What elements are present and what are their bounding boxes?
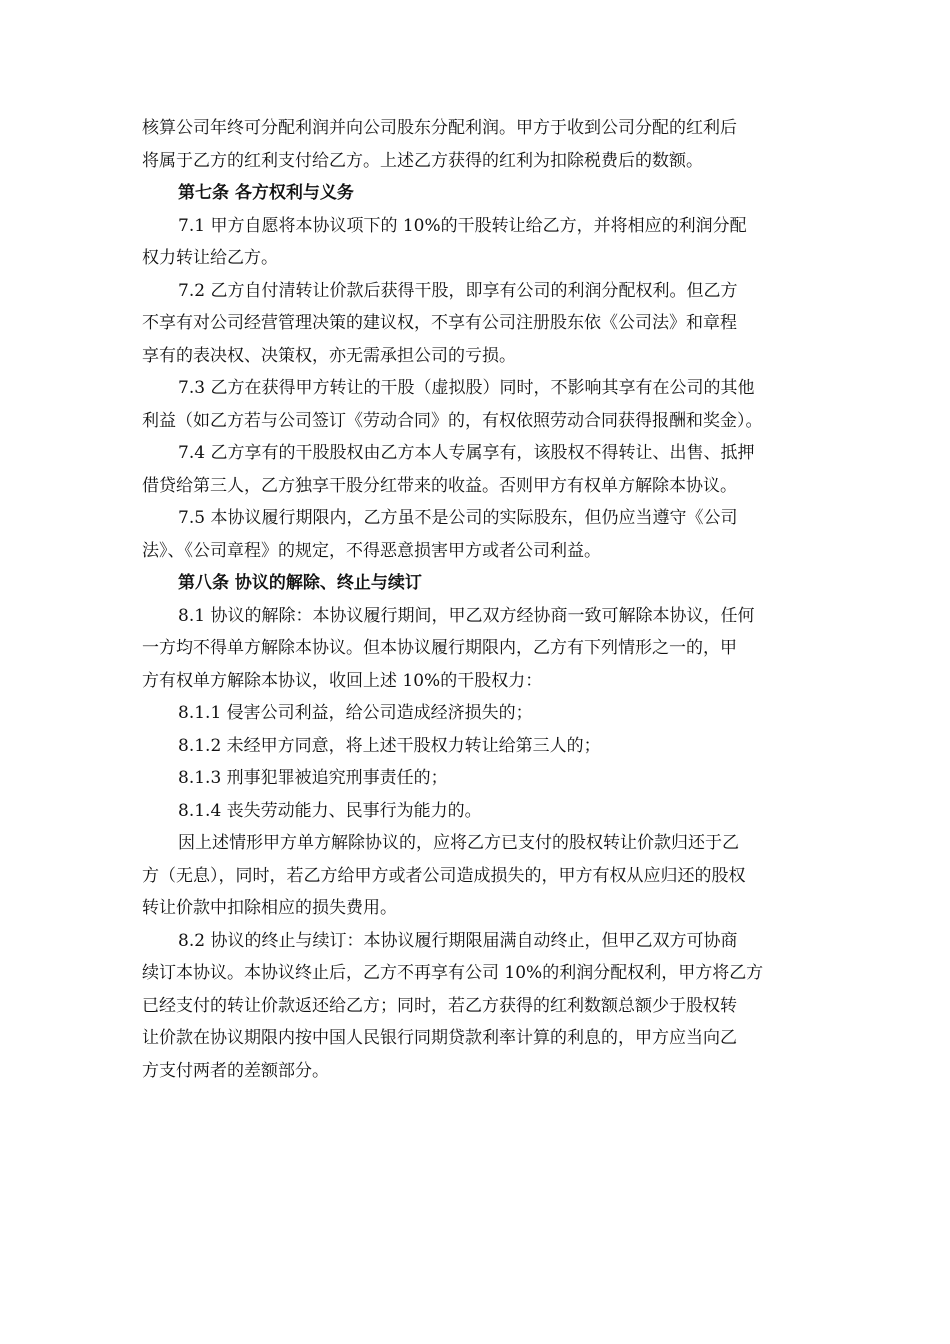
- text-line: 8.1 协议的解除：本协议履行期间，甲乙双方经协商一致可解除本协议，任何: [178, 605, 755, 626]
- text-line: 8.1.4 丧失劳动能力、民事行为能力的。: [178, 800, 482, 821]
- clause-7-1: [142, 210, 808, 275]
- clause-8-1-2: [142, 730, 808, 763]
- text-line: 享有的表决权、决策权，亦无需承担公司的亏损。: [142, 345, 516, 366]
- clause-8-1-3: [142, 762, 808, 795]
- text-line: 方支付两者的差额部分。: [142, 1060, 329, 1081]
- clause-7-3: [142, 372, 808, 437]
- paragraph-intro: [142, 112, 808, 177]
- text-line: 权力转让给乙方。: [142, 248, 278, 268]
- text-line: 7.5 本协议履行期限内，乙方虽不是公司的实际股东，但仍应当遵守《公司: [178, 508, 738, 528]
- text-line: 已经支付的转让价款返还给乙方；同时，若乙方获得的红利数额总额少于股权转: [142, 995, 737, 1016]
- text-line: 8.1.1 侵害公司利益，给公司造成经济损失的；: [178, 703, 533, 723]
- clause-8-1-4: [142, 795, 808, 828]
- text-line: 8.1.3 刑事犯罪被追究刑事责任的；: [178, 768, 448, 788]
- text-line: 核算公司年终可分配利润并向公司股东分配利润。甲方于收到公司分配的红利后: [142, 118, 737, 138]
- text-line: 将属于乙方的红利支付给乙方。上述乙方获得的红利为扣除税费后的数额。: [142, 150, 703, 171]
- text-line: 借贷给第三人，乙方独享干股分红带来的收益。否则甲方有权单方解除本协议。: [142, 475, 737, 496]
- clause-7-2: [142, 275, 808, 373]
- clause-7-4: [142, 437, 808, 502]
- text-line: 续订本协议。本协议终止后，乙方不再享有公司 10%的利润分配权利，甲方将乙方: [142, 963, 764, 983]
- text-line: 利益（如乙方若与公司签订《劳动合同》的，有权依照劳动合同获得报酬和奖金）。: [142, 410, 763, 431]
- text-line: 8.1.2 未经甲方同意，将上述干股权力转让给第三人的；: [178, 735, 601, 756]
- document-page: [142, 112, 808, 1087]
- text-line: 方有权单方解除本协议，收回上述 10%的干股权力：: [142, 670, 543, 691]
- clause-8-1-1: [142, 697, 808, 730]
- heading-text: 第八条 协议的解除、终止与续订: [178, 573, 422, 593]
- text-line: 让价款在协议期限内按中国人民银行同期贷款利率计算的利息的，甲方应当向乙: [142, 1028, 737, 1048]
- text-line: 一方均不得单方解除本协议。但本协议履行期限内，乙方有下列情形之一的，甲: [142, 638, 737, 658]
- clause-8-1-tail: [142, 827, 808, 925]
- article-7-heading: [142, 177, 808, 210]
- text-line: 7.4 乙方享有的干股股权由乙方本人专属享有，该股权不得转让、出售、抵押: [178, 443, 755, 463]
- text-line: 不享有对公司经营管理决策的建议权，不享有公司注册股东依《公司法》和章程: [142, 313, 737, 333]
- clause-8-1: [142, 600, 808, 698]
- heading-text: 第七条 各方权利与义务: [178, 183, 354, 203]
- text-line: 因上述情形甲方单方解除协议的，应将乙方已支付的股权转让价款归还于乙: [178, 833, 739, 853]
- clause-8-2: [142, 925, 808, 1088]
- text-line: 7.2 乙方自付清转让价款后获得干股，即享有公司的利润分配权利。但乙方: [178, 280, 738, 301]
- text-line: 转让价款中扣除相应的损失费用。: [142, 898, 397, 918]
- text-line: 法》、《公司章程》的规定，不得恶意损害甲方或者公司利益。: [142, 540, 601, 561]
- text-line: 8.2 协议的终止与续订：本协议履行期限届满自动终止，但甲乙双方可协商: [178, 930, 738, 951]
- article-8-heading: [142, 567, 808, 600]
- text-line: 7.3 乙方在获得甲方转让的干股（虚拟股）同时，不影响其享有在公司的其他: [178, 378, 755, 398]
- clause-7-5: [142, 502, 808, 567]
- text-line: 7.1 甲方自愿将本协议项下的 10%的干股转让给乙方，并将相应的利润分配: [178, 215, 747, 236]
- text-line: 方（无息），同时，若乙方给甲方或者公司造成损失的，甲方有权从应归还的股权: [142, 865, 746, 886]
